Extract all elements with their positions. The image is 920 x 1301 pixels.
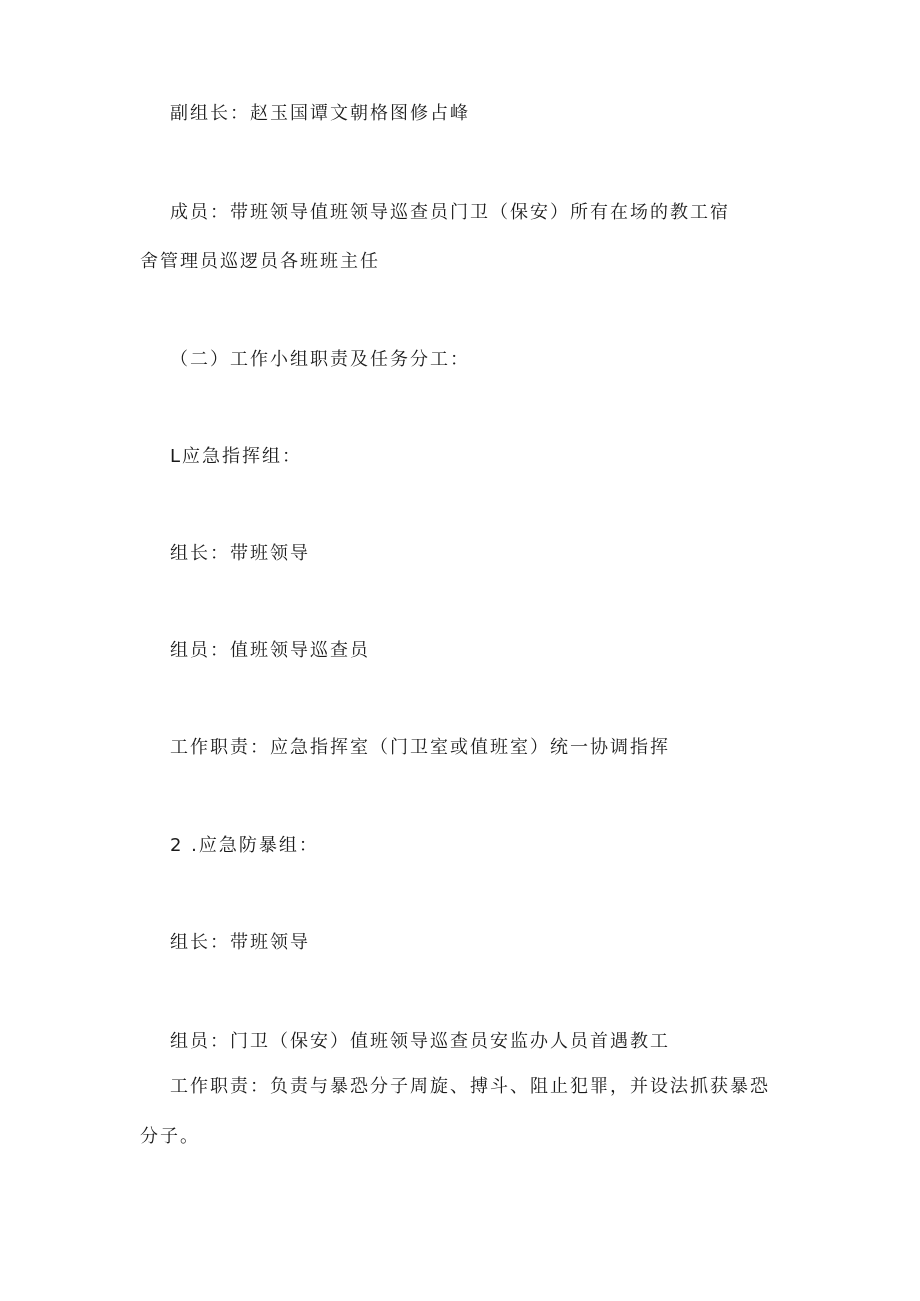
members-line: 成员：带班领导值班领导巡查员门卫（保安）所有在场的教工宿 bbox=[170, 202, 730, 223]
group-heading-riot: 2 .应急防暴组： bbox=[170, 835, 319, 856]
command-group-duties: 工作职责：应急指挥室（门卫室或值班室）统一协调指挥 bbox=[170, 737, 670, 758]
deputy-leader-line: 副组长：赵玉国谭文朝格图修占峰 bbox=[170, 103, 470, 124]
section-heading: （二）工作小组职责及任务分工： bbox=[170, 349, 470, 370]
command-group-leader: 组长：带班领导 bbox=[170, 543, 310, 564]
riot-group-duties-continued: 分子。 bbox=[140, 1126, 200, 1147]
command-group-members: 组员：值班领导巡查员 bbox=[170, 640, 370, 661]
riot-group-members: 组员：门卫（保安）值班领导巡查员安监办人员首遇教工 bbox=[170, 1031, 670, 1052]
riot-group-leader: 组长：带班领导 bbox=[170, 932, 310, 953]
riot-group-duties: 工作职责：负责与暴恐分子周旋、搏斗、阻止犯罪，并设法抓获暴恐 bbox=[170, 1076, 770, 1097]
group-heading-command: L应急指挥组： bbox=[170, 446, 303, 467]
members-line-continued: 舍管理员巡逻员各班班主任 bbox=[140, 251, 380, 272]
